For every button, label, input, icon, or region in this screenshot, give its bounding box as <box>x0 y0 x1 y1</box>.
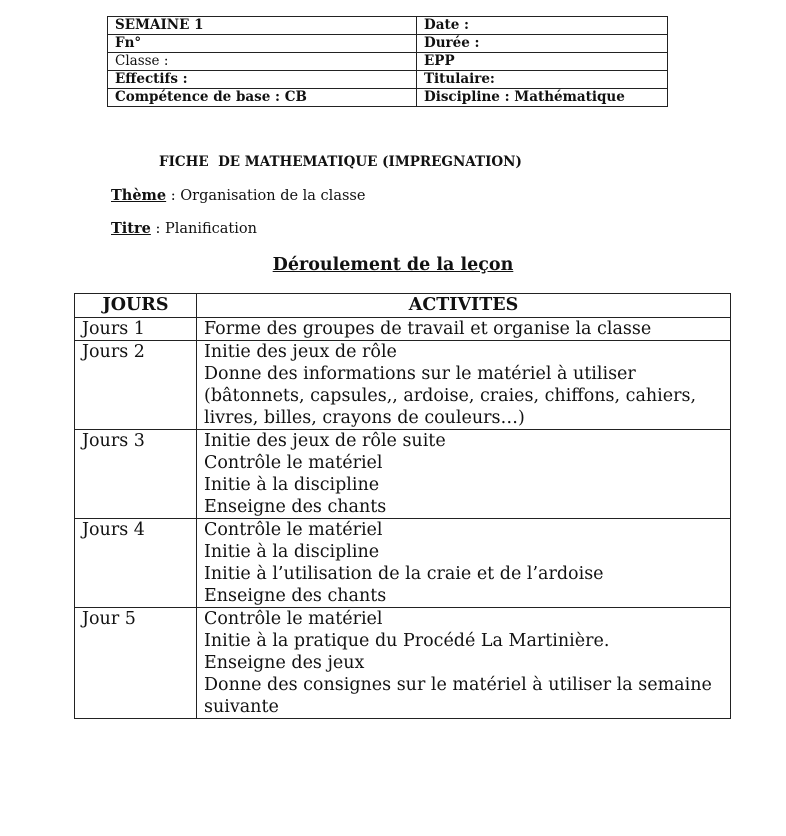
header-info-body <box>108 17 668 107</box>
header-jours: JOURS <box>75 294 197 318</box>
info-left-cell: Compétence de base : CB <box>108 89 417 107</box>
titre-value: : Planification <box>150 221 257 237</box>
activity-line: Enseigne des chants <box>204 586 387 606</box>
activity-line: Contrôle le matériel <box>204 520 383 540</box>
info-right-cell: Date : <box>417 17 668 35</box>
activity-line: Initie des jeux de rôle suite <box>204 431 446 451</box>
lesson-table <box>74 293 731 719</box>
lesson-row <box>75 318 731 341</box>
info-left-cell: Classe : <box>108 53 417 71</box>
header-info-table <box>107 16 668 107</box>
activities-cell <box>197 519 731 608</box>
activity-line: Contrôle le matériel <box>204 453 383 473</box>
titre-label: Titre <box>111 220 151 237</box>
info-right-cell: Discipline : Mathématique <box>417 89 668 107</box>
activity-line: Initie à la pratique du Procédé La Martinière. <box>204 631 610 651</box>
info-left-cell: Fn° <box>108 35 417 53</box>
day-cell: Jours 4 <box>75 519 197 608</box>
day-cell: Jours 3 <box>75 430 197 519</box>
lesson-header-row <box>75 294 731 318</box>
info-left-cell: SEMAINE 1 <box>108 17 417 35</box>
day-cell: Jours 2 <box>75 341 197 430</box>
activity-line: Initie à la discipline <box>204 475 380 495</box>
info-row <box>108 17 668 35</box>
info-row <box>108 89 668 107</box>
activity-line: Donne des informations sur le matériel à utiliser (bâtonnets, capsules,, ardoise, craies, chiffons, cahiers, livres, billes, crayons de couleurs…) <box>204 364 697 428</box>
lesson-row <box>75 608 731 719</box>
activity-line: Initie à l’utilisation de la craie et de l’ardoise <box>204 564 604 584</box>
activities-cell <box>197 318 731 341</box>
lesson-body <box>75 318 731 719</box>
activity-line: Initie à la discipline <box>204 542 380 562</box>
lesson-row <box>75 519 731 608</box>
activities-cell <box>197 341 731 430</box>
info-row <box>108 71 668 89</box>
day-cell: Jours 1 <box>75 318 197 341</box>
lesson-row <box>75 341 731 430</box>
titre-line <box>111 220 257 237</box>
activity-line: Forme des groupes de travail et organise la classe <box>204 319 652 339</box>
activity-line: Enseigne des jeux <box>204 653 365 673</box>
theme-line <box>111 187 365 204</box>
day-cell: Jour 5 <box>75 608 197 719</box>
info-right-cell: EPP <box>417 53 668 71</box>
info-right-cell: Titulaire: <box>417 71 668 89</box>
activities-cell <box>197 430 731 519</box>
info-right-cell: Durée : <box>417 35 668 53</box>
activities-cell <box>197 608 731 719</box>
activity-line: Donne des consignes sur le matériel à utiliser la semaine suivante <box>204 675 712 717</box>
header-activites: ACTIVITES <box>197 294 731 318</box>
lesson-row <box>75 430 731 519</box>
info-left-cell: Effectifs : <box>108 71 417 89</box>
sheet-title: FICHE DE MATHEMATIQUE (IMPREGNATION) <box>159 154 522 170</box>
info-row <box>108 35 668 53</box>
activity-line: Initie des jeux de rôle <box>204 342 397 362</box>
theme-label: Thème <box>111 187 167 204</box>
activity-line: Enseigne des chants <box>204 497 387 517</box>
activity-line: Contrôle le matériel <box>204 609 383 629</box>
theme-value: : Organisation de la classe <box>166 188 366 204</box>
lesson-heading: Déroulement de la leçon <box>272 255 514 275</box>
info-row <box>108 53 668 71</box>
